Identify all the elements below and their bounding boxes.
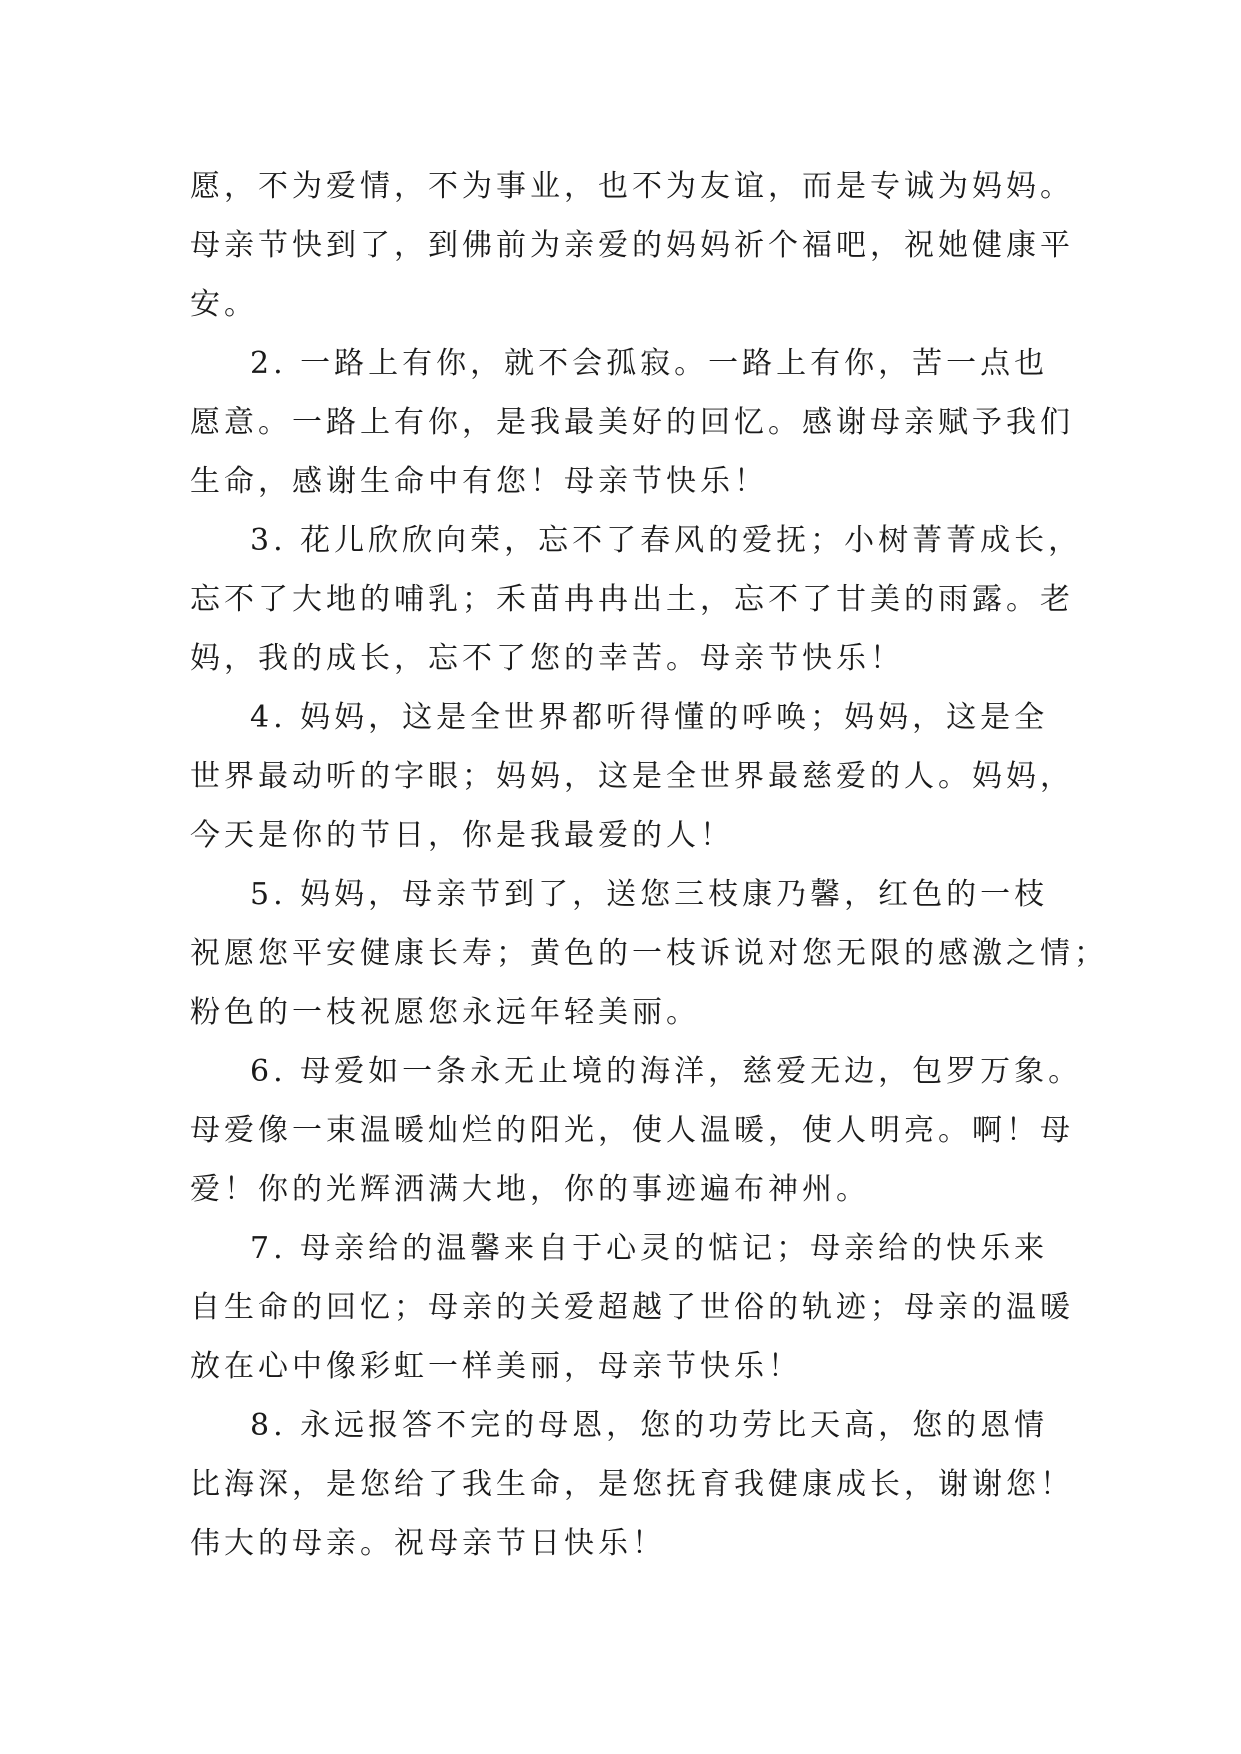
paragraph-item-3 — [190, 511, 1083, 688]
paragraph-line: 自生命的回忆；母亲的关爱超越了世俗的轨迹；母亲的温暖 — [190, 1290, 1074, 1325]
paragraph-line: 比海深，是您给了我生命，是您抚育我健康成长，谢谢您！ — [190, 1467, 1074, 1502]
paragraph-line: 今天是你的节日，你是我最爱的人！ — [190, 818, 734, 853]
paragraph-line: 生命，感谢生命中有您！母亲节快乐！ — [190, 464, 768, 499]
paragraph-item-7 — [190, 1219, 1074, 1396]
paragraph-line: 愿意。一路上有你，是我最美好的回忆。感谢母亲赋予我们 — [190, 405, 1074, 440]
paragraph-item-4 — [190, 688, 1074, 865]
paragraph-line: 8. 永远报答不完的母恩，您的功劳比天高，您的恩情 — [250, 1408, 1049, 1443]
paragraph-line: 4. 妈妈，这是全世界都听得懂的呼唤；妈妈，这是全 — [250, 700, 1049, 735]
paragraph-line: 7. 母亲给的温馨来自于心灵的惦记；母亲给的快乐来 — [250, 1231, 1049, 1266]
paragraph-item-6 — [190, 1042, 1083, 1219]
paragraph-line: 5. 妈妈，母亲节到了，送您三枝康乃馨，红色的一枝 — [250, 877, 1049, 912]
paragraph-line: 伟大的母亲。祝母亲节日快乐！ — [190, 1526, 666, 1561]
paragraph-line: 放在心中像彩虹一样美丽，母亲节快乐！ — [190, 1349, 802, 1384]
paragraph-line: 祝愿您平安健康长寿；黄色的一枝诉说对您无限的感激之情； — [190, 936, 1108, 971]
paragraph-line: 妈，我的成长，忘不了您的幸苦。母亲节快乐！ — [190, 641, 904, 676]
paragraph-line: 母亲节快到了，到佛前为亲爱的妈妈祈个福吧，祝她健康平 — [190, 228, 1074, 263]
paragraph-item-5 — [190, 865, 1108, 1042]
paragraph-intro — [190, 157, 1074, 334]
paragraph-item-8 — [190, 1396, 1074, 1573]
paragraph-line: 粉色的一枝祝愿您永远年轻美丽。 — [190, 995, 700, 1030]
paragraph-line: 2. 一路上有你，就不会孤寂。一路上有你，苦一点也 — [250, 346, 1049, 381]
paragraph-line: 爱！你的光辉洒满大地，你的事迹遍布神州。 — [190, 1172, 870, 1207]
paragraph-line: 忘不了大地的哺乳；禾苗冉冉出土，忘不了甘美的雨露。老 — [190, 582, 1074, 617]
paragraph-line: 6. 母爱如一条永无止境的海洋，慈爱无边，包罗万象。 — [250, 1054, 1083, 1089]
paragraph-line: 母爱像一束温暖灿烂的阳光，使人温暖，使人明亮。啊！母 — [190, 1113, 1074, 1148]
paragraph-line: 3. 花儿欣欣向荣，忘不了春风的爱抚；小树菁菁成长， — [250, 523, 1083, 558]
paragraph-line: 安。 — [190, 287, 258, 322]
paragraph-item-2 — [190, 334, 1074, 511]
paragraph-line: 愿，不为爱情，不为事业，也不为友谊，而是专诚为妈妈。 — [190, 169, 1074, 204]
document-body — [190, 157, 1108, 1573]
paragraph-line: 世界最动听的字眼；妈妈，这是全世界最慈爱的人。妈妈， — [190, 759, 1074, 794]
